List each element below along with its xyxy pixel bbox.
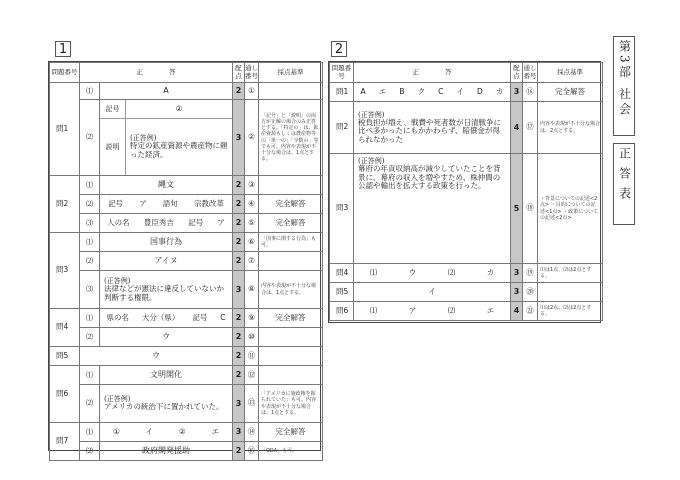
answer: イ (354, 283, 511, 302)
answer-example (100, 271, 233, 309)
table-row (50, 328, 323, 347)
table-row (330, 83, 603, 102)
criteria: 完全解答 (259, 423, 323, 442)
sub-number: ⑶ (80, 271, 100, 309)
criteria-note: 「記号」と「説明」の両方が正解の場合のみ正答とする。「特定の」は、鉱産資源もしくは農産物等の「単一の」「少数の」等でも可。内容や表現が不十分な場合は、1点とする。 (259, 100, 323, 176)
question-label: 問6 (50, 366, 80, 423)
example-tag: (正答例) (358, 157, 385, 165)
answer-example (354, 102, 511, 154)
question-label: 問1 (330, 83, 354, 102)
sub-number: ⑴ (80, 423, 100, 442)
answer-example (354, 154, 511, 264)
serial-number: ① (245, 83, 259, 100)
serial-number: ③ (245, 176, 259, 195)
criteria: 完全解答 (259, 309, 323, 328)
criteria-empty (259, 176, 323, 195)
serial-number: ㉑ (523, 302, 538, 321)
pair-key: 県の名 (106, 312, 129, 322)
table-row (330, 302, 603, 321)
pair-key: 人の名 (107, 217, 130, 227)
table-row (50, 83, 323, 100)
points: 2 (233, 442, 245, 461)
criteria: 完全解答 (259, 195, 323, 214)
pair-value: 豊臣秀吉 (143, 217, 174, 227)
side-title-seitouhyou-text: 正答表 (617, 147, 632, 207)
pair-key: ⑴ (369, 267, 378, 277)
answer: 政府開発援助 (100, 442, 233, 461)
criteria-note: 内容や表現が不十分な場合は、2点とする。 (538, 102, 603, 154)
pair-key: ⑵ (447, 267, 456, 277)
seq-key: A (360, 86, 366, 96)
sub-number: ⑵ (80, 385, 100, 423)
points: 2 (233, 83, 245, 100)
pair-key: 記号 (188, 217, 204, 227)
pair-key: ② (178, 426, 186, 436)
section-1-number: 1 (55, 41, 71, 57)
pair-key: 記号 (192, 312, 208, 322)
answer-example (100, 385, 233, 423)
serial-number: ⑳ (523, 283, 538, 302)
criteria-empty (259, 328, 323, 347)
answer-pair (100, 423, 233, 442)
answer: アイヌ (100, 252, 233, 271)
table-row (50, 100, 323, 176)
serial-number: ⑤ (245, 214, 259, 233)
section-2-number: 2 (331, 41, 347, 57)
criteria: 完全解答 (259, 214, 323, 233)
answer-pair (100, 309, 233, 328)
pair-value: ア (408, 305, 417, 315)
header-tsushi: 通し番号 (245, 63, 259, 83)
pair-value: 宗教改革 (193, 198, 224, 208)
serial-number: ⑯ (523, 83, 538, 102)
sub-number: ⑴ (80, 366, 100, 385)
answer: 国事行為 (100, 233, 233, 252)
pair-value: ウ (408, 267, 417, 277)
pair-key: ⑴ (369, 305, 378, 315)
table-row (50, 176, 323, 195)
example-tag: (正答例) (104, 276, 131, 285)
sub-number: ⑴ (80, 83, 100, 100)
criteria-empty (538, 283, 603, 302)
answer-pair (100, 195, 233, 214)
pair-value: ア (139, 198, 147, 208)
table-row (50, 214, 323, 233)
table-row (330, 264, 603, 283)
answer-compound (100, 100, 233, 176)
seq-key: C (438, 86, 444, 96)
serial-number: ④ (245, 195, 259, 214)
points: 3 (511, 283, 523, 302)
example-tag: (正答例) (104, 395, 131, 404)
question-label: 問3 (330, 154, 354, 264)
answer: 文明開化 (100, 366, 233, 385)
section-2-table (328, 61, 601, 323)
points: 5 (511, 154, 523, 264)
sub-number: ⑴ (80, 176, 100, 195)
serial-number: ⑧ (245, 271, 259, 309)
sub-number: ⑵ (80, 100, 100, 176)
serial-number: ⑲ (523, 264, 538, 283)
header-seitou: 正 答 (354, 63, 511, 83)
header-row (50, 63, 323, 83)
criteria-note: ⑴は1点、⑵は2点とする。 (538, 264, 603, 283)
seq-value: ク (417, 86, 426, 96)
pair-key: ⑵ (447, 305, 456, 315)
table-row (330, 283, 603, 302)
points: 3 (233, 100, 245, 176)
answer: アメリカの統治下に置かれていた。 (104, 402, 224, 412)
criteria-note: 内容や表現が不十分な場合は、1点とする。 (259, 271, 323, 309)
sub-number: ⑵ (80, 442, 100, 461)
answer-pair (354, 264, 511, 283)
table-row (50, 195, 323, 214)
points: 3 (233, 271, 245, 309)
serial-number: ⑪ (245, 347, 259, 366)
pair-key: ① (112, 426, 120, 436)
points: 2 (233, 309, 245, 328)
pair-value: カ (486, 267, 495, 277)
criteria-note: ・背景についての記述<2点> ・目的についての記述<1点> ・政策についての記述<2点> (538, 154, 603, 264)
table-row (50, 442, 323, 461)
criteria-note: 「ODA」も可。 (259, 442, 323, 461)
points: 2 (233, 328, 245, 347)
criteria-empty (259, 366, 323, 385)
example-tag: (正答例) (358, 110, 385, 119)
serial-number: ⑬ (245, 385, 259, 423)
points: 2 (233, 347, 245, 366)
criteria-note: ⑴は2点、⑵は2点とする。 (538, 302, 603, 321)
section-1-table (48, 61, 321, 456)
sub-number: ⑴ (80, 233, 100, 252)
serial-number: ⑫ (245, 366, 259, 385)
question-label: 問4 (50, 309, 80, 347)
side-title-subject (613, 36, 635, 136)
question-label: 問2 (50, 176, 80, 233)
serial-number: ⑱ (523, 154, 538, 264)
criteria-note: 「国事に関する行為」も可。 (259, 233, 323, 252)
seq-value: カ (495, 86, 504, 96)
question-label: 問2 (330, 102, 354, 154)
table-row (330, 154, 603, 264)
kigou-value: ② (175, 103, 183, 113)
answer-pair (354, 302, 511, 321)
question-label: 問1 (50, 83, 80, 176)
answer: 税負担が増え、戦費や死者数が日清戦争に比べ多かったにもかかわらず、賠償金が得られなかった (358, 117, 501, 144)
table-row (330, 102, 603, 154)
serial-number: ⑩ (245, 328, 259, 347)
serial-number: ⑦ (245, 252, 259, 271)
table-row (50, 347, 323, 366)
question-label: 問4 (330, 264, 354, 283)
pair-value: エ (486, 305, 495, 315)
points: 3 (511, 264, 523, 283)
header-seitou: 正 答 (80, 63, 233, 83)
criteria-note: 「アメリカに施政権を握られていた」も可。内容や表現が不十分な場合は、1点とする。 (259, 385, 323, 423)
seq-value: イ (456, 86, 464, 96)
setsumei-value: 特定の鉱産資源や農産物に頼った経済。 (130, 140, 228, 159)
table-row (50, 366, 323, 385)
header-haiten: 配点 (511, 63, 523, 83)
header-haiten: 配点 (233, 63, 245, 83)
points: 3 (233, 423, 245, 442)
answer: 幕府の年貢収納高が減少していたことを背景に、幕府の収入を増やすため、株仲間の公認や輸出を拡大する政策を行った。 (358, 164, 501, 191)
points: 3 (233, 385, 245, 423)
question-label: 問3 (50, 233, 80, 309)
sub-number: ⑵ (80, 252, 100, 271)
pair-value: イ (145, 426, 154, 436)
points: 2 (233, 195, 245, 214)
sub-number: ⑵ (80, 195, 100, 214)
serial-number: ⑥ (245, 233, 259, 252)
answer-pair (100, 214, 233, 233)
answer: ウ (100, 328, 233, 347)
serial-number: ⑮ (245, 442, 259, 461)
answer: 縄文 (100, 176, 233, 195)
header-kijun: 採点基準 (538, 63, 603, 83)
table-row (50, 252, 323, 271)
serial-number: ⑭ (245, 423, 259, 442)
pair-value: ア (217, 217, 225, 227)
question-label: 問5 (50, 347, 80, 366)
table-row (50, 309, 323, 328)
example-tag: (正答例) (130, 133, 157, 142)
pair-value: エ (211, 426, 220, 436)
question-label: 問5 (330, 283, 354, 302)
pair-key: 語句 (162, 198, 178, 208)
table-row (50, 233, 323, 252)
criteria-empty (259, 252, 323, 271)
serial-number: ⑰ (523, 102, 538, 154)
points: 2 (233, 233, 245, 252)
criteria: 完全解答 (538, 83, 603, 102)
sub-number: ⑶ (80, 214, 100, 233)
serial-number: ② (245, 100, 259, 176)
points: 2 (233, 214, 245, 233)
side-title-subject-text: 第3部 社会 (617, 40, 632, 118)
table-row (50, 271, 323, 309)
pair-value: C (220, 312, 226, 322)
kigou-label: 記号 (100, 100, 126, 118)
seq-key: B (399, 86, 405, 96)
seq-value: エ (378, 86, 387, 96)
side-title-seitouhyou (613, 143, 635, 225)
header-mondai: 問題番号 (330, 63, 354, 83)
sub-number: ⑵ (80, 328, 100, 347)
header-row (330, 63, 603, 83)
header-tsushi: 通し番号 (523, 63, 538, 83)
setsumei-label: 説明 (100, 119, 126, 175)
pair-key: 記号 (108, 198, 124, 208)
table-row (50, 423, 323, 442)
header-kijun: 採点基準 (259, 63, 323, 83)
points: 4 (511, 302, 523, 321)
points: 2 (233, 366, 245, 385)
table-row (50, 385, 323, 423)
serial-number: ⑨ (245, 309, 259, 328)
criteria-empty (259, 347, 323, 366)
header-mondai: 問題番号 (50, 63, 80, 83)
question-label: 問6 (330, 302, 354, 321)
points: 2 (233, 176, 245, 195)
question-label: 問7 (50, 423, 80, 461)
answer: A (100, 83, 233, 100)
seq-key: D (477, 86, 483, 96)
sub-number: ⑴ (80, 309, 100, 328)
pair-value: 大分（県） (141, 312, 180, 322)
points: 2 (233, 252, 245, 271)
points: 3 (511, 83, 523, 102)
answer-sequence (354, 83, 511, 102)
points: 4 (511, 102, 523, 154)
answer: ウ (80, 347, 233, 366)
answer: 法律などが憲法に違反していないか判断する権限。 (104, 283, 224, 302)
criteria-empty (259, 83, 323, 100)
